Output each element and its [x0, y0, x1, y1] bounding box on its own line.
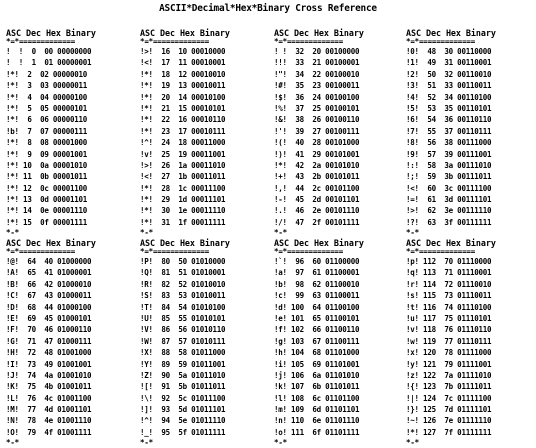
- end-marker: *-*: [406, 228, 419, 238]
- table-row: !*! 20 14 00010100: [140, 92, 226, 102]
- table-row: !*! 22 16 00010110: [140, 115, 226, 125]
- table-row: !>! 16 10 00010000: [140, 47, 226, 56]
- table-row: !W! 87 57 01010111: [140, 336, 226, 346]
- header-separator: *=*=============: [274, 37, 344, 46]
- column-header: ASC Dec Hex Binary: [274, 28, 364, 38]
- column-header: ASC Dec Hex Binary: [6, 238, 96, 248]
- table-row: !<! 60 3c 00111100: [406, 183, 492, 193]
- table-row: !n! 110 6e 01101110: [274, 416, 360, 426]
- table-row: !5! 53 35 00110101: [406, 103, 492, 113]
- ascii-panel: [140, 238, 272, 448]
- table-row: !b! 7 07 00000111: [6, 126, 88, 136]
- ascii-panel: [274, 28, 406, 238]
- table-row: !>! 62 3e 00111110: [406, 206, 492, 216]
- table-row: !a! 97 61 01100001: [274, 268, 360, 278]
- column-header: ASC Dec Hex Binary: [140, 28, 230, 38]
- table-row: !)! 41 29 00101001: [274, 149, 360, 159]
- table-row: !v! 118 76 01110110: [406, 325, 492, 335]
- ascii-panel: [406, 28, 536, 238]
- header-separator: *=*=============: [6, 247, 76, 256]
- table-row: !*! 3 03 00000011: [6, 81, 88, 91]
- table-row: !*! 11 0b 00001011: [6, 172, 88, 182]
- table-row: !*! 5 05 00000101: [6, 103, 88, 113]
- table-row: !`! 96 60 01100000: [274, 257, 360, 266]
- table-row: !w! 119 77 01110111: [406, 336, 492, 346]
- page-title: ASCII*Decimal*Hex*Binary Cross Reference: [159, 3, 377, 14]
- column-header: ASC Dec Hex Binary: [406, 28, 496, 38]
- table-row: ! ! 0 00 00000000: [6, 47, 92, 56]
- table-row: !~! 126 7e 01111110: [406, 416, 492, 426]
- table-row: !<! 27 1b 00011011: [140, 172, 226, 182]
- table-row: !:! 58 3a 00111010: [406, 160, 492, 170]
- table-row: !*! 10 0a 00001010: [6, 160, 88, 170]
- table-row: !B! 66 42 01000010: [6, 279, 92, 289]
- table-row: !y! 121 79 01111001: [406, 359, 492, 369]
- table-row: !<! 17 11 00010001: [140, 58, 226, 68]
- column-header: ASC Dec Hex Binary: [274, 238, 364, 248]
- table-row: !k! 107 6b 01101011: [274, 382, 360, 392]
- table-row: !S! 83 53 01010011: [140, 291, 226, 301]
- column-header: ASC Dec Hex Binary: [406, 238, 496, 248]
- end-marker: *-*: [140, 438, 153, 448]
- table-row: !*! 29 1d 00011101: [140, 195, 226, 205]
- table-row: !$! 36 24 00100100: [274, 92, 360, 102]
- table-row: ! ! 1 01 00000001: [6, 58, 92, 68]
- table-row: !?! 63 3f 00111111: [406, 217, 492, 227]
- table-row: !U! 85 55 01010101: [140, 313, 226, 323]
- table-row: !m! 109 6d 01101101: [274, 405, 360, 415]
- table-row: !h! 104 68 01101000: [274, 348, 360, 358]
- table-row: !e! 101 65 01100101: [274, 313, 360, 323]
- table-row: !F! 70 46 01000110: [6, 325, 92, 335]
- table-row: !*! 127 7f 01111111: [406, 427, 492, 437]
- table-row: !D! 68 44 01000100: [6, 302, 92, 312]
- end-marker: *-*: [6, 438, 19, 448]
- end-marker: *-*: [274, 228, 287, 238]
- table-row: !8! 56 38 00111000: [406, 138, 492, 148]
- table-row: !#! 35 23 00100011: [274, 81, 360, 91]
- table-row: !}! 125 7d 01111101: [406, 405, 492, 415]
- table-row: !A! 65 41 01000001: [6, 268, 92, 278]
- table-row: !*! 23 17 00010111: [140, 126, 226, 136]
- header-separator: *=*=============: [406, 37, 476, 46]
- ascii-panel: [6, 28, 138, 238]
- table-row: !N! 78 4e 01001110: [6, 416, 92, 426]
- end-marker: *-*: [274, 438, 287, 448]
- table-row: !E! 69 45 01000101: [6, 313, 92, 323]
- table-row: !v! 25 19 00011001: [140, 149, 226, 159]
- table-row: !*! 21 15 00010101: [140, 103, 226, 113]
- table-row: !,! 44 2c 00101100: [274, 183, 360, 193]
- table-row: !*! 31 1f 00011111: [140, 217, 226, 227]
- table-row: !M! 77 4d 01001101: [6, 405, 92, 415]
- header-separator: *=*=============: [274, 247, 344, 256]
- table-row: !_! 95 5f 01011111: [140, 427, 226, 437]
- table-row: !f! 102 66 01100110: [274, 325, 360, 335]
- header-separator: *=*=============: [406, 247, 476, 256]
- table-row: !>! 26 1a 00011010: [140, 160, 226, 170]
- table-row: !O! 79 4f 01001111: [6, 427, 92, 437]
- table-row: !'! 39 27 00100111: [274, 126, 360, 136]
- table-row: !|! 124 7c 01111100: [406, 393, 492, 403]
- table-row: !\! 92 5c 01011100: [140, 393, 226, 403]
- table-row: !^! 94 5e 01011110: [140, 416, 226, 426]
- end-marker: *-*: [140, 228, 153, 238]
- table-row: !I! 73 49 01001001: [6, 359, 92, 369]
- table-row: !*! 18 12 00010010: [140, 69, 226, 79]
- table-row: !z! 122 7a 01111010: [406, 370, 492, 380]
- end-marker: *-*: [6, 228, 19, 238]
- table-row: !*! 9 09 00001001: [6, 149, 88, 159]
- table-row: !J! 74 4a 01001010: [6, 370, 92, 380]
- table-row: !*! 14 0e 00001110: [6, 206, 88, 216]
- table-row: !V! 86 56 01010110: [140, 325, 226, 335]
- table-row: !]! 93 5d 01011101: [140, 405, 226, 415]
- table-row: !9! 57 39 00111001: [406, 149, 492, 159]
- table-row: !6! 54 36 00110110: [406, 115, 492, 125]
- table-row: !*! 30 1e 00011110: [140, 206, 226, 216]
- table-row: !-! 45 2d 00101101: [274, 195, 360, 205]
- table-row: !d! 100 64 01100100: [274, 302, 360, 312]
- table-row: !r! 114 72 01110010: [406, 279, 492, 289]
- table-row: !G! 71 47 01000111: [6, 336, 92, 346]
- table-row: !1! 49 31 00110001: [406, 58, 492, 68]
- table-row: !^! 24 18 00011000: [140, 138, 226, 148]
- table-row: !4! 52 34 00110100: [406, 92, 492, 102]
- table-row: !;! 59 3b 00111011: [406, 172, 492, 182]
- column-header: ASC Dec Hex Binary: [6, 28, 96, 38]
- table-row: !*! 15 0f 00001111: [6, 217, 88, 227]
- table-row: ![! 91 5b 01011011: [140, 382, 226, 392]
- table-row: !/! 47 2f 00101111: [274, 217, 360, 227]
- table-row: !c! 99 63 01100011: [274, 291, 360, 301]
- table-row: !P! 80 50 01010000: [140, 257, 226, 266]
- table-row: !*! 4 04 00000100: [6, 92, 88, 102]
- table-row: !g! 103 67 01100111: [274, 336, 360, 346]
- ascii-panel: [406, 238, 536, 448]
- table-row: !q! 113 71 01110001: [406, 268, 492, 278]
- table-row: !{! 123 7b 01111011: [406, 382, 492, 392]
- table-row: !L! 76 4c 01001100: [6, 393, 92, 403]
- table-row: !!! 33 21 00100001: [274, 58, 360, 68]
- table-row: !@! 64 40 01000000: [6, 257, 92, 266]
- table-row: !3! 51 33 00110011: [406, 81, 492, 91]
- ascii-panel: [140, 28, 272, 238]
- table-row: !p! 112 70 01110000: [406, 257, 492, 266]
- table-row: !b! 98 62 01100010: [274, 279, 360, 289]
- table-row: !(! 40 28 00101000: [274, 138, 360, 148]
- table-row: !R! 82 52 01010010: [140, 279, 226, 289]
- table-row: !=! 61 3d 00111101: [406, 195, 492, 205]
- table-row: !X! 88 58 01011000: [140, 348, 226, 358]
- table-row: !*! 12 0c 00001100: [6, 183, 88, 193]
- table-row: !7! 55 37 00110111: [406, 126, 492, 136]
- table-row: !H! 72 48 01001000: [6, 348, 92, 358]
- table-row: !*! 2 02 00000010: [6, 69, 88, 79]
- table-row: !*! 8 08 00001000: [6, 138, 88, 148]
- table-row: !Z! 90 5a 01011010: [140, 370, 226, 380]
- table-row: !s! 115 73 01110011: [406, 291, 492, 301]
- header-separator: *=*=============: [140, 37, 210, 46]
- table-row: !.! 46 2e 00101110: [274, 206, 360, 216]
- end-marker: *-*: [406, 438, 419, 448]
- table-row: ! ! 32 20 00100000: [274, 47, 360, 56]
- table-row: !%! 37 25 00100101: [274, 103, 360, 113]
- header-separator: *=*=============: [6, 37, 76, 46]
- table-row: !*! 19 13 00010011: [140, 81, 226, 91]
- table-row: !*! 28 1c 00011100: [140, 183, 226, 193]
- table-row: !&! 38 26 00100110: [274, 115, 360, 125]
- table-row: !Y! 89 59 01011001: [140, 359, 226, 369]
- table-row: !+! 43 2b 00101011: [274, 172, 360, 182]
- table-row: !0! 48 30 00110000: [406, 47, 492, 56]
- table-row: !t! 116 74 01110100: [406, 302, 492, 312]
- table-row: !u! 117 75 01110101: [406, 313, 492, 323]
- column-header: ASC Dec Hex Binary: [140, 238, 230, 248]
- table-row: !*! 42 2a 00101010: [274, 160, 360, 170]
- ascii-panel: [6, 238, 138, 448]
- ascii-panel: [274, 238, 406, 448]
- header-separator: *=*=============: [140, 247, 210, 256]
- table-row: !T! 84 54 01010100: [140, 302, 226, 312]
- table-row: !l! 108 6c 01101100: [274, 393, 360, 403]
- table-row: !j! 106 6a 01101010: [274, 370, 360, 380]
- table-row: !i! 105 69 01101001: [274, 359, 360, 369]
- table-row: !o! 111 6f 01101111: [274, 427, 360, 437]
- table-row: !*! 13 0d 00001101: [6, 195, 88, 205]
- table-row: !*! 6 06 00000110: [6, 115, 88, 125]
- table-row: !2! 50 32 00110010: [406, 69, 492, 79]
- table-row: !Q! 81 51 01010001: [140, 268, 226, 278]
- table-row: !"! 34 22 00100010: [274, 69, 360, 79]
- table-row: !K! 75 4b 01001011: [6, 382, 92, 392]
- table-row: !x! 120 78 01111000: [406, 348, 492, 358]
- table-row: !C! 67 43 01000011: [6, 291, 92, 301]
